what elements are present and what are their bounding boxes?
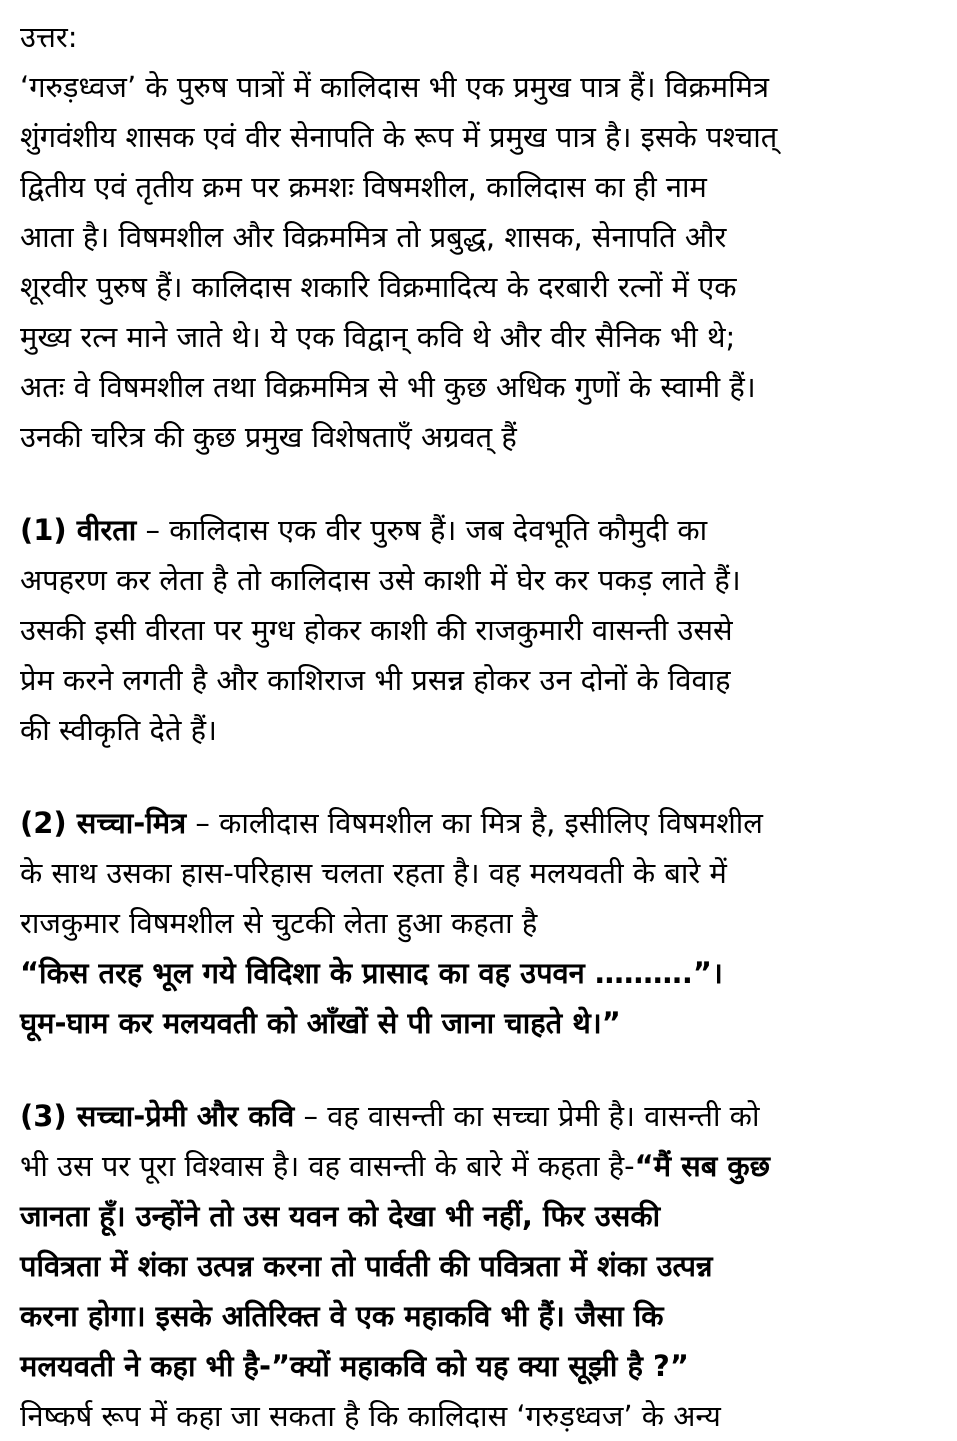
paragraph-line: अपहरण कर लेता है तो कालिदास उसे काशी में घेर कर पकड़ लाते हैं। <box>20 563 741 597</box>
quote-line: पवित्रता में शंका उत्पन्न करना तो पार्वती की पवित्रता में शंका उत्पन्न <box>20 1249 713 1283</box>
quote-line: मलयवती ने कहा भी है-”क्यों महाकवि को यह क्या सूझी है ?” <box>20 1349 689 1383</box>
paragraph-line: मुख्य रत्न माने जाते थे। ये एक विद्वान् कवि थे और वीर सैनिक भी थे; <box>20 320 736 354</box>
paragraph-line: की स्वीकृति देते हैं। <box>20 713 217 747</box>
paragraph-line: शूरवीर पुरुष हैं। कालिदास शकारि विक्रमादित्य के दरबारी रत्नों में एक <box>20 270 737 304</box>
paragraph-line: उसकी इसी वीरता पर मुग्ध होकर काशी की राजकुमारी वासन्ती उससे <box>20 613 733 647</box>
paragraph-gap <box>20 462 945 505</box>
conclusion-line: निष्कर्ष रूप में कहा जा सकता है कि कालिदास ‘गरुड़ध्वज’ के अन्य <box>20 1399 721 1433</box>
document-page <box>20 12 945 1441</box>
section-true-lover-poet <box>20 1091 945 1441</box>
paragraph-line: के साथ उसका हास-परिहास चलता रहता है। वह मलयवती के बारे में <box>20 856 727 890</box>
quote-line: “किस तरह भूल गये विदिशा के प्रासाद का वह उपवन ……….”। <box>20 956 723 990</box>
section-text: – कालिदास एक वीर पुरुष हैं। जब देवभूति कौमुदी का <box>136 513 708 547</box>
section-text: भी उस पर पूरा विश्वास है। वह वासन्ती के बारे में कहता है- <box>20 1149 635 1183</box>
quote-line: घूम-घाम कर मलयवती को आँखों से पी जाना चाहते थे।” <box>20 1006 621 1040</box>
paragraph-line: ‘गरुड़ध्वज’ के पुरुष पात्रों में कालिदास भी एक प्रमुख पात्र हैं। विक्रममित्र <box>20 70 769 104</box>
section-bravery <box>20 505 945 755</box>
paragraph-line: शुंगवंशीय शासक एवं वीर सेनापति के रूप में प्रमुख पात्र है। इसके पश्चात् <box>20 120 778 154</box>
paragraph-line: राजकुमार विषमशील से चुटकी लेता हुआ कहता है <box>20 906 538 940</box>
section-true-friend <box>20 798 945 1048</box>
section-first-line <box>20 505 945 555</box>
paragraph-gap <box>20 755 945 798</box>
paragraph-line <box>20 1141 945 1191</box>
paragraph-line: द्वितीय एवं तृतीय क्रम पर क्रमशः विषमशील, कालिदास का ही नाम <box>20 170 707 204</box>
quote-line: जानता हूँ। उन्होंने तो उस यवन को देखा भी नहीं, फिर उसकी <box>20 1199 661 1233</box>
paragraph-line: उनकी चरित्र की कुछ प्रमुख विशेषताएँ अग्रवत् हैं <box>20 420 517 454</box>
section-text: – वह वासन्ती का सच्चा प्रेमी है। वासन्ती को <box>294 1099 760 1133</box>
answer-heading: उत्तर: <box>20 20 78 54</box>
section-title: (1) वीरता <box>20 513 137 547</box>
section-title: (2) सच्चा-मित्र <box>20 806 187 840</box>
section-first-line <box>20 1091 945 1141</box>
section-title: (3) सच्चा-प्रेमी और कवि <box>20 1099 295 1133</box>
section-text: – कालीदास विषमशील का मित्र है, इसीलिए विषमशील <box>186 806 763 840</box>
section-first-line <box>20 798 945 848</box>
quote-start: “मैं सब कुछ <box>634 1149 770 1183</box>
paragraph-line: आता है। विषमशील और विक्रममित्र तो प्रबुद्ध, शासक, सेनापति और <box>20 220 727 254</box>
paragraph-line: अतः वे विषमशील तथा विक्रममित्र से भी कुछ अधिक गुणों के स्वामी हैं। <box>20 370 756 404</box>
paragraph-line: प्रेम करने लगती है और काशिराज भी प्रसन्न होकर उन दोनों के विवाह <box>20 663 731 697</box>
quote-line: करना होगा। इसके अतिरिक्त वे एक महाकवि भी हैं। जैसा कि <box>20 1299 664 1333</box>
intro-paragraph <box>20 62 945 462</box>
paragraph-gap <box>20 1048 945 1091</box>
